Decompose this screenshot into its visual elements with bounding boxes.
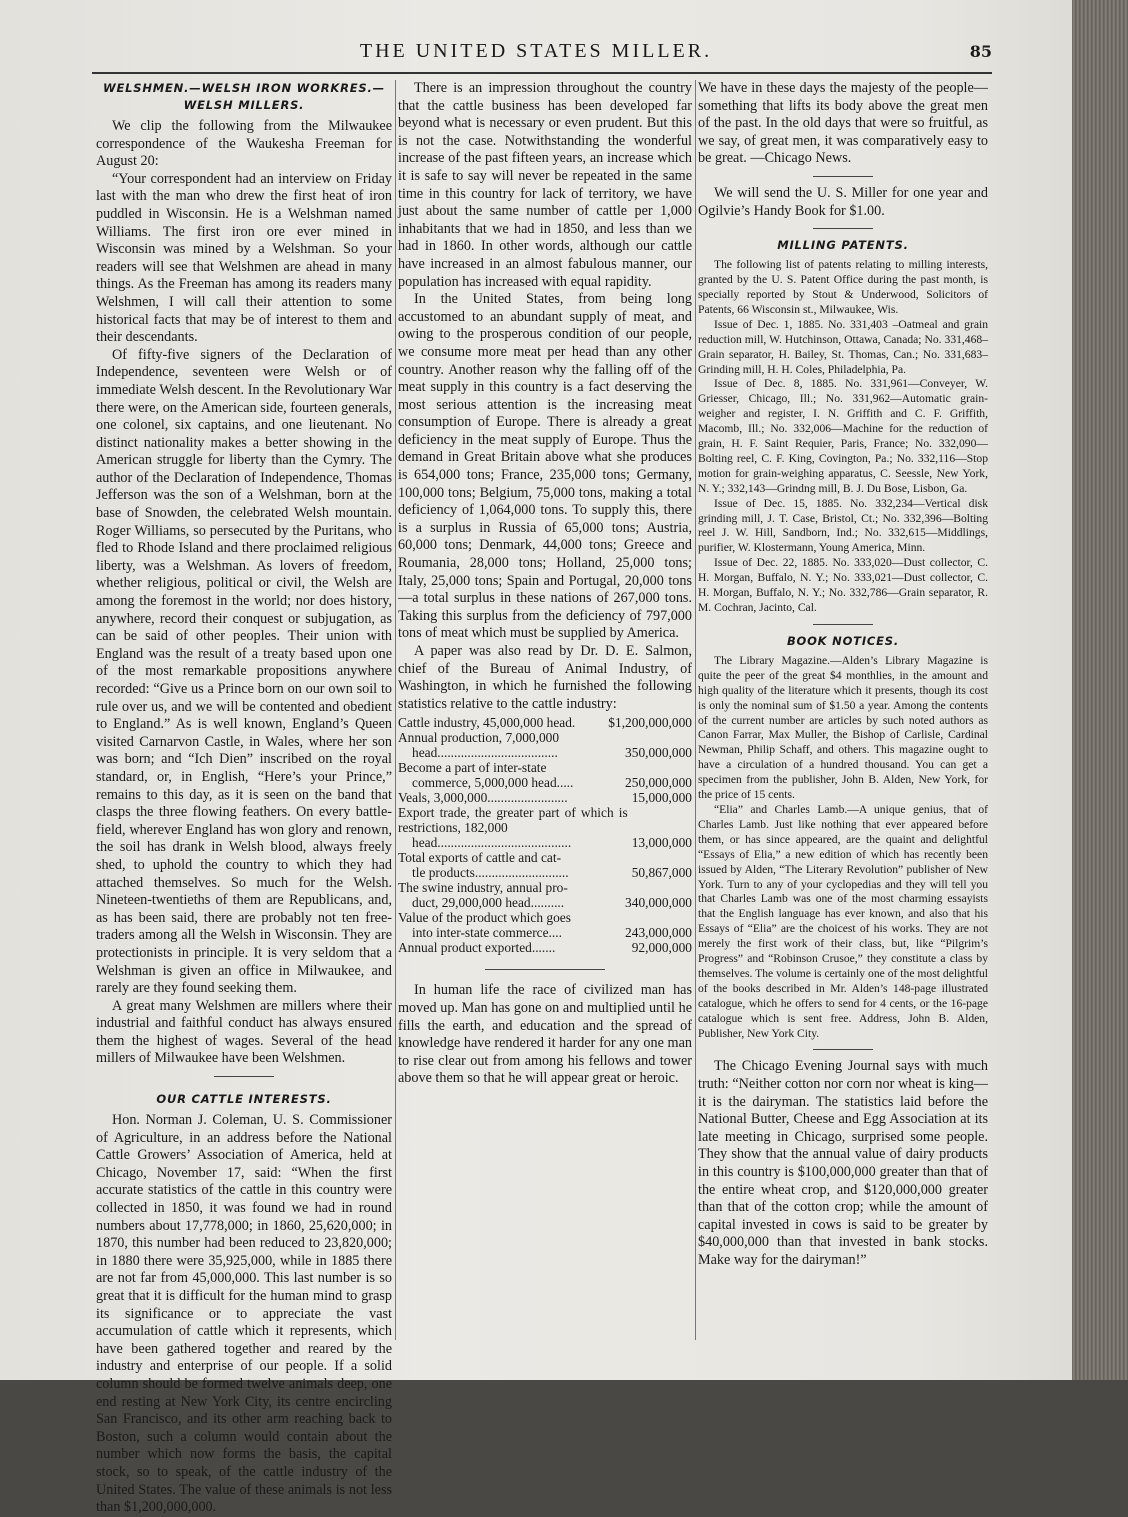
stat-label: Value of the product which goes (398, 910, 571, 926)
article-paragraph: We clip the following from the Milwaukee correspondence of the Waukesha Freeman for August 20: (96, 118, 392, 170)
book-binding-edge (1072, 0, 1128, 1380)
article-separator (214, 1076, 274, 1077)
page-number: 85 (969, 42, 992, 61)
patent-issue: Issue of Dec. 22, 1885. No. 333,020—Dust collector, C. H. Morgan, Buffalo, N. Y.; No. 333,021—Dust collector, C. H. Morgan, Buffalo, N. Y.; No. 332,786—Grain separator, R. M. Cochran, Jacinto, Cal. (698, 556, 988, 614)
stat-value: 13,000,000 (631, 835, 692, 851)
article-separator (813, 1049, 873, 1050)
cattle-statistics-table (398, 715, 692, 955)
article-separator (813, 228, 873, 229)
running-head (0, 40, 1072, 70)
stat-row (398, 940, 692, 955)
header-rule (92, 72, 992, 74)
book-notice: “Elia” and Charles Lamb.—A unique genius, that of Charles Lamb. Just like nothing that ever appeared before them, or has since appeared, are the quaint and delightful “Essays of Elia,” a new edition of which has recently been issued by Alden, “The Literary Revolution” publisher of New York. Turn to any of your cyclopedias and they will tell you that Charles Lamb was one of the most charming essayists that the English language has ever known, and also that his Essays of “Elia” are the choicest of his works. They are not merely the first work of their class, but, like “Pilgrim’s Progress” and “Robinson Crusoe,” they constitute a class by themselves. The volume is certainly one of the most delightful of the books described in Mr. Alden’s 148-page illustrated catalogue, which he offers to send for 4 cents, or the 16-page catalogue which is sent free. Address, John B. Alden, Publisher, New York City. (698, 802, 988, 1040)
stat-label: Veals, 3,000,000........................ (398, 790, 568, 806)
section-heading-book-notices: BOOK NOTICES. (786, 633, 900, 648)
subscription-notice: We will send the U. S. Miller for one year and Ogilvie’s Handy Book for $1.00. (698, 184, 988, 219)
article-separator (813, 176, 873, 177)
stat-label-cont: head........................................ (412, 835, 572, 851)
article-separator (485, 969, 605, 970)
stat-label: Export trade, the greater part of which is restrictions, 182,000 (398, 805, 628, 836)
column-3 (698, 80, 988, 1370)
stat-row (398, 760, 692, 790)
article-paragraph: Hon. Norman J. Coleman, U. S. Commissioner of Agriculture, in an address before the National Cattle Growers’ Association of America, held at Chicago, November 17, said: “When the first accurate statistics of the cattle in this country were collected in 1850, it was found we had in round numbers about 17,778,000; in 1860, 25,620,000; in 1870, this number had been reduced to 23,820,000; in 1880 there were 35,925,000, while in 1885 there are not far from 45,000,000. This last number is so great that it is difficult for the human mind to grasp its significance or to appreciate the vast accumulation of cattle which it represents, which have been gathered together and reared by the industry and enterprise of our people. If a solid column should be formed twelve animals deep, one end resting at New York City, its centre encircling San Francisco, and its other arm reaching back to Boston, such a column would contain about the number which now forms the basis, the capital stock, so to speak, of the cattle industry of the United States. The value of these animals is not less than $1,200,000,000. (96, 1112, 392, 1516)
stat-row (398, 910, 692, 940)
stat-value: 250,000,000 (625, 775, 692, 791)
article-paragraph: A great many Welshmen are millers where their industrial and faithful conduct has always ensured them the highest of wages. Several of the head millers of Milwaukee have been Welshmen. (96, 997, 392, 1067)
article-paragraph: “Your correspondent had an interview on Friday last with the man who drew the first heat of iron puddled in Wisconsin. He is a Welshman named Williams. The first iron ore ever mined in Wisconsin was mined by a Welshman. So your readers will see that Welshmen are ahead in many things. As the Freeman has among its readers many Welshmen, I will call their attention to some historical facts that may be of interest to them and their descendants. (96, 170, 392, 346)
stat-row (398, 715, 692, 730)
article-paragraph: The Chicago Evening Journal says with much truth: “Neither cotton nor corn nor wheat is king—it is the dairyman. The statistics laid before the National Butter, Cheese and Egg Association at its late meeting in Chicago, surprised some people. They show that the annual value of dairy products in this country is $100,000,000 greater than that of the entire wheat crop, and $120,000,000 greater than that of the cotton crop; while the amount of capital invested in cows is said to be greater by $40,000,000 than that invested in bank stocks. Make way for the dairyman!” (698, 1058, 988, 1268)
article-heading-welshmen: WELSHMEN.—WELSH IRON WORKRES.—WELSH MILLERS. (103, 81, 385, 112)
stat-label-cont: duct, 29,000,000 head.......... (412, 895, 565, 911)
column-2 (398, 80, 692, 1370)
patent-issue: Issue of Dec. 1, 1885. No. 331,403 –Oatmeal and grain reduction mill, W. Hutchinson, Ottawa, Canada; No. 331,468–Grain separator, H. Bailey, St. Thomas, Can.; No. 331,683–Grinding mill, H. H. Coles, Philadelphia, Pa. (698, 317, 988, 376)
stat-row (398, 850, 692, 880)
stat-row (398, 880, 692, 910)
article-paragraph: In the United States, from being long accustomed to an abundant supply of meat, and owing to the prosperous condition of our people, we consume more meat per head than any other country. Another reason why the falling off of the meat supply in this country is a fact deserving the most serious attention is the increasing meat consumption of Europe. There is already a great deficiency in the meat supply of Europe. Thus the demand in Great Britain above what she produces is 654,000 tons; France, 235,000 tons; Germany, 100,000 tons; Belgium, 75,000 tons, making a total deficiency of 1,064,000 tons. To supply this, there is a surplus in Russia of 65,000 tons; Austria, 60,000 tons; Denmark, 44,000 tons; Greece and Roumania, 28,000 tons; Holland, 25,000 tons; Italy, 25,000 tons; Spain and Portugal, 20,000 tons—a total surplus in these nations of 267,000 tons. Taking this surplus from the deficiency of 797,000 tons of meat which must be supplied by America. (398, 291, 692, 642)
patents-intro: The following list of patents relating to milling interests, granted by the U. S. Patent Office during the past month, is specially reported by Stout & Underwood, Solicitors of Patents, 66 Wisconsin st., Milwaukee, Wis. (698, 258, 988, 316)
stat-value: 50,867,000 (631, 865, 692, 881)
article-heading-cattle: OUR CATTLE INTERESTS. (156, 1092, 332, 1107)
stat-row (398, 790, 692, 805)
stat-label: Total exports of cattle and cat- (398, 850, 562, 866)
section-heading-milling-patents: MILLING PATENTS. (777, 238, 909, 253)
stat-label: The swine industry, annual pro- (398, 880, 568, 896)
stat-label-cont: into inter-state commerce.... (412, 925, 562, 941)
column-1 (96, 80, 392, 1516)
article-paragraph: There is an impression throughout the country that the cattle business has been developed far beyond what is necessary or even prudent. But this is not the case. Notwithstanding the wonderful increase of the past fifteen years, an increase which it is safe to say will never be repeated in the same time in this country for lack of territory, we have just about the same number of cattle per 1,000 inhabitants that we had in 1850, and less than we had in 1860. In other words, although our cattle have increased in an almost fabulous manner, our population has increased with equal rapidity. (398, 80, 692, 290)
article-paragraph: Of fifty-five signers of the Declaration of Independence, seventeen were Welsh or of immediate Welsh descent. In the Revolutionary War there were, on the American side, fourteen generals, one colonel, six captains, and one lieutenant. No distinct nationality makes a better showing in the American struggle for liberty than the Cymry. The author of the Declaration of Independence, Thomas Jefferson was the son of a Welshman, born at the base of Snowden, the celebrated Welsh mountain. Roger Williams, so persecuted by the Puritans, who fled to Rhode Island and there proclaimed religious liberty, was a Welshman. As lovers of freedom, whether religious, political or civil, the Welsh are among the foremost in the world; nor does history, anywhere, record their conquest or subjugation, as can be said of other peoples. Their union with England was the result of a treaty based upon one of the most remarkable propositions anywhere recorded: “Give us a Prince born on our own soil to rule over us, and we will be contented and obedient to England.” As is well known, England’s Queen visited Carnarvon Castle, in Wales, where her son was born; and “Ich Dien” inscribed on the royal standard, or, in English, “Here’s your Prince,” remains to this day, as it is seen on the band that clasps the three flowing feathers. On every battle-field, wherever England has won glory and renown, the soil has drank in Welsh blood, always freely shed, to uphold the country to which they had attached themselves. So much for the Welsh. Nineteen-twentieths of them are Republicans, and, as has been said, there are probably not ten free-traders among all the Welsh in Wisconsin. They are protectionists in principle. It is very seldom that a Welshman is given an office in Milwaukee, and rarely are they found seeking them. (96, 346, 392, 997)
stat-value: 15,000,000 (631, 790, 692, 806)
stat-value: 350,000,000 (625, 745, 692, 761)
stat-label: Become a part of inter-state (398, 760, 547, 776)
stat-value: $1,200,000,000 (608, 715, 692, 731)
publication-title: THE UNITED STATES MILLER. (359, 40, 713, 62)
stat-value: 340,000,000 (625, 895, 692, 911)
stat-label-cont: head.................................... (412, 745, 558, 761)
article-separator (813, 624, 873, 625)
column-divider (695, 80, 696, 1340)
stat-label-cont: tle products............................ (412, 865, 569, 881)
article-paragraph: A paper was also read by Dr. D. E. Salmon, chief of the Bureau of Animal Industry, of Washington, in which he furnished the following statistics relative to the cattle industry: (398, 643, 692, 712)
stat-value: 243,000,000 (625, 925, 692, 941)
article-paragraph: In human life the race of civilized man has moved up. Man has gone on and multiplied until he fills the earth, and education and the spread of knowledge have rendered it harder for any one man to rise clear out from among his fellows and tower above them so that he will appear great or heroic. (398, 982, 692, 1087)
stat-label-cont: commerce, 5,000,000 head..... (412, 775, 574, 791)
patent-issue: Issue of Dec. 8, 1885. No. 331,961—Conveyer, W. Griesser, Chicago, Ill.; No. 331,962—Automatic grain-weigher and register, I. N. Griffith and C. F. Griffith, Macomb, Ill.; No. 332,006—Machine for the reduction of grain, H. F. Saint Requier, Paris, France; No. 332,090—Bolting reel, C. F. King, Covington, Pa.; No. 332,116—Stop motion for grain-weighing apparatus, C. Seessle, New York, N. Y.; 332,143—Grindng mill, B. J. Du Bose, Lisbon, Ga. (698, 377, 988, 495)
stat-row (398, 730, 692, 760)
column-divider (395, 80, 396, 1340)
article-paragraph: We have in these days the majesty of the people—something that lifts its body above the great men of the past. In the old days that were so fruitful, as we say, of great men, it was comparatively easy to be great. —Chicago News. (698, 80, 988, 167)
stat-label: Cattle industry, 45,000,000 head. (398, 715, 576, 731)
stat-value: 92,000,000 (631, 940, 692, 956)
stat-label: Annual production, 7,000,000 (398, 730, 560, 746)
book-notice: The Library Magazine.—Alden’s Library Magazine is quite the peer of the great $4 monthlies, in the amount and high quality of the literature which it presents, though its cost is only the nominal sum of $1.50 a year. Among the contents of the current number are articles by such noted authors as Canon Farrar, Max Muller, the Bishop of Carlisle, Cardinal Newman, Philip Schaff, and others. This magazine ought to have a circulation of a hundred thousand. You can get a specimen from the publisher, John B. Alden, New York, for the price of 15 cents. (698, 653, 988, 802)
stat-label: Annual product exported....... (398, 940, 556, 956)
stat-row (398, 805, 692, 850)
patent-issue: Issue of Dec. 15, 1885. No. 332,234—Vertical disk grinding mill, J. T. Case, Bristol, Ct.; No. 332,396—Bolting reel J. W. Hill, Sandborn, Ind.; No. 332,615—Middlings, purifier, W. Klostermann, Young America, Minn. (698, 496, 988, 555)
